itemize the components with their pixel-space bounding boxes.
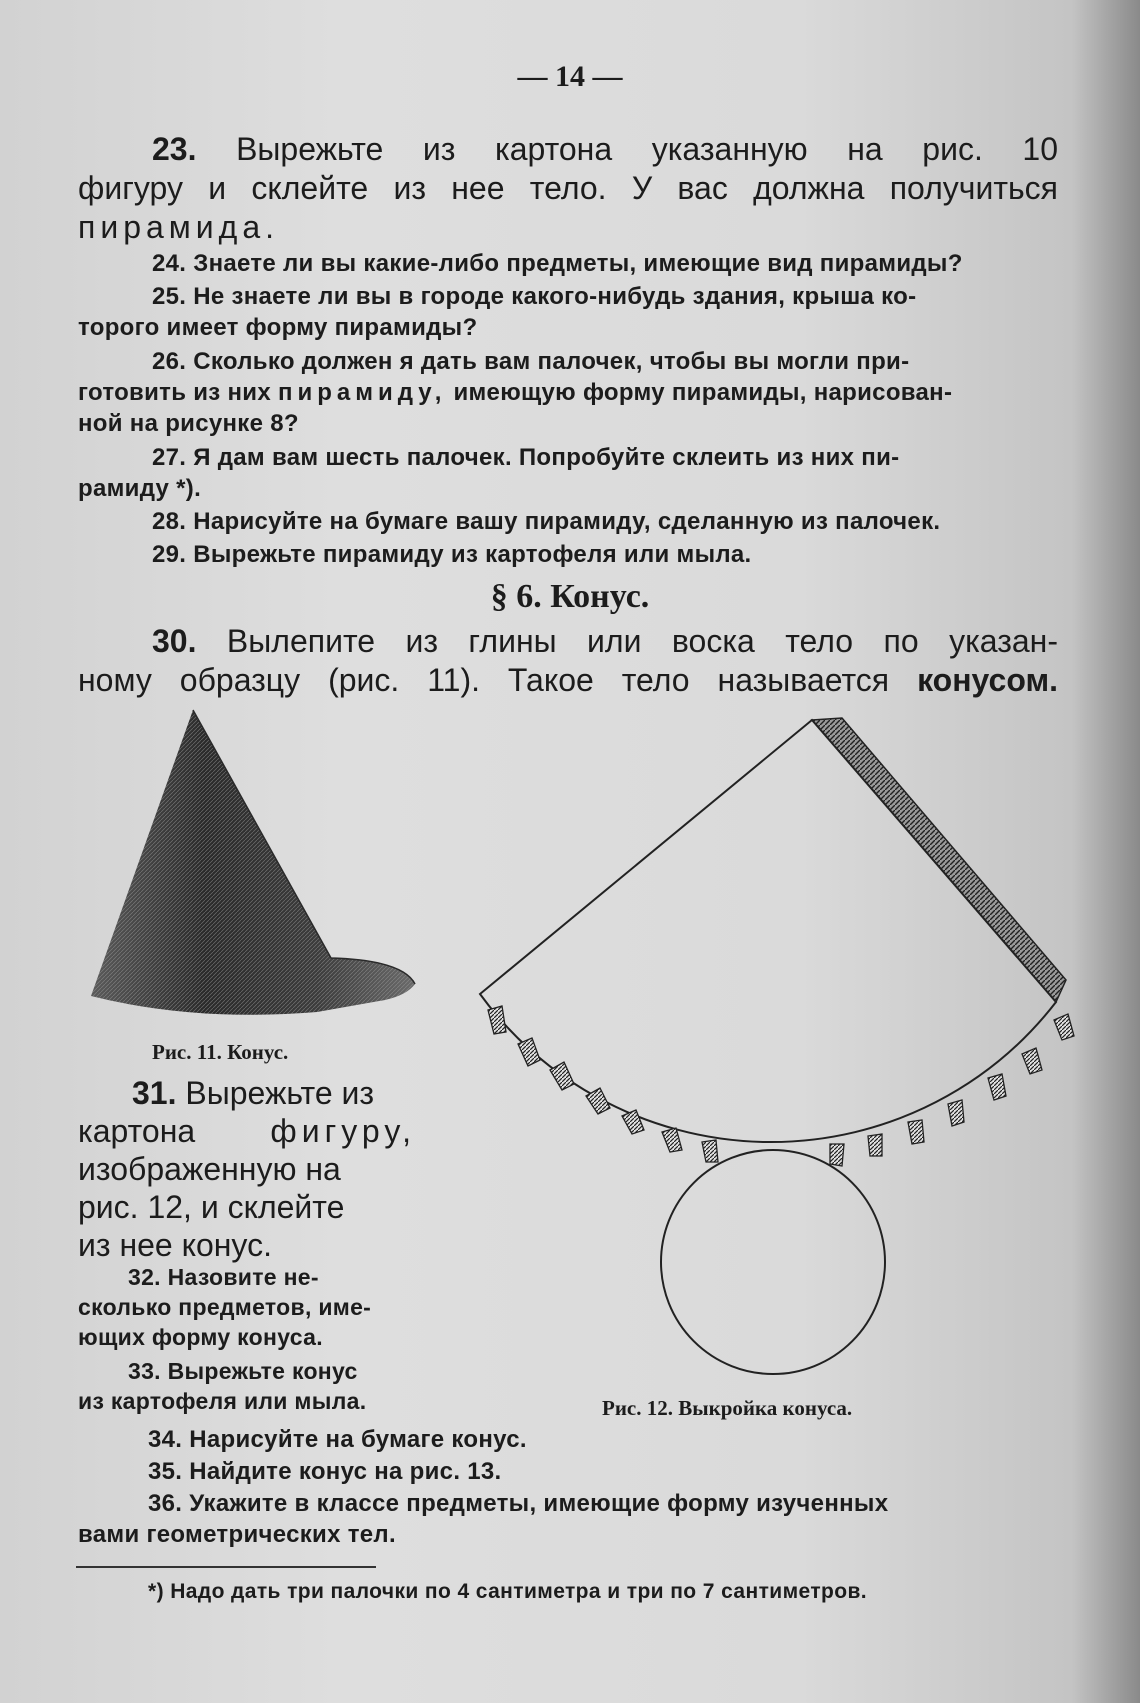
term-cone: конусом. [917, 662, 1059, 698]
cone-net-diagram [470, 710, 1130, 1400]
footnote-divider [76, 1566, 376, 1568]
exercise-text: Нарисуйте на бумаге вашу пирамиду, сделанную из палочек. [193, 508, 941, 535]
exercise-text: ной на рисунке 8? [78, 410, 299, 437]
exercise-text: вами геометрических тел. [78, 1521, 396, 1548]
exercise-number: 23. [152, 131, 197, 167]
exercise-number: 35. [148, 1458, 183, 1485]
exercise-number: 24. [152, 250, 187, 277]
exercise-text: Нарисуйте на бумаге конус. [189, 1426, 527, 1453]
exercise-number: 36. [148, 1490, 183, 1517]
exercise-text: Я дам вам шесть палочек. Попробуйте склеить из них пи- [193, 444, 900, 471]
exercise-text: Найдите конус на рис. 13. [189, 1458, 502, 1485]
exercise-text: Вырежьте пирамиду из картофеля или мыла. [193, 541, 752, 568]
exercise-27 [78, 442, 1058, 473]
exercise-text: изображенную на [78, 1151, 341, 1187]
exercise-text: Не знаете ли вы в городе какого-нибудь здания, крыша ко- [193, 283, 917, 310]
exercise-text: ному образцу (рис. 11). Такое тело называется [78, 662, 890, 698]
exercise-text: рамиду *). [78, 475, 202, 502]
exercise-text: Вырежьте из [185, 1075, 375, 1111]
exercise-number: 29. [152, 541, 187, 568]
exercise-text: Сколько должен я дать вам палочек, чтобы вы могли при- [193, 348, 910, 375]
exercise-text: Вырежьте из картона указанную на рис. 10 [236, 131, 1059, 167]
exercise-number: 32. [128, 1264, 161, 1290]
exercise-text: из картофеля или мыла. [78, 1388, 367, 1414]
exercise-text: Укажите в классе предметы, имеющие форму изученных [189, 1490, 889, 1517]
exercise-number: 28. [152, 508, 187, 535]
exercise-number: 30. [152, 623, 197, 659]
footnote: *) Надо дать три палочки по 4 сантиметра и три по 7 сантиметров. [148, 1580, 867, 1603]
exercise-text: Знаете ли вы какие-либо предметы, имеющие вид пирамиды? [193, 250, 963, 277]
cone-illustration [85, 700, 425, 1040]
exercise-25 [78, 281, 1058, 312]
exercise-text: Назовите не- [167, 1264, 319, 1290]
exercise-number: 26. [152, 348, 187, 375]
page-number: — 14 — [517, 60, 623, 93]
exercise-24 [78, 248, 1058, 279]
exercise-number: 27. [152, 444, 187, 471]
exercise-text: Вылепите из глины или воска тело по указан- [226, 623, 1059, 659]
exercises-24-29 [78, 248, 1058, 570]
exercise-31 [78, 1074, 416, 1264]
exercise-29 [78, 539, 1058, 570]
exercise-text: ющих форму конуса. [78, 1324, 323, 1350]
exercise-text: торого имеет форму пирамиды? [78, 314, 478, 341]
figure-12-caption: Рис. 12. Выкройка конуса. [602, 1396, 853, 1420]
exercise-number: 34. [148, 1426, 183, 1453]
exercise-number: 31. [132, 1075, 177, 1111]
figure-11-caption: Рис. 11. Конус. [152, 1040, 289, 1064]
exercise-text: имеющую форму пирамиды, нарисован- [453, 379, 953, 406]
exercises-32-33 [78, 1262, 416, 1416]
term-pyramid: пирамида. [78, 209, 280, 245]
exercise-text: картона [78, 1113, 196, 1149]
exercise-text: фигуру и склейте из нее тело. У вас должна получиться [78, 170, 1058, 206]
exercise-number: 25. [152, 283, 187, 310]
exercise-23 [78, 130, 1058, 247]
exercise-text: рис. 12, и склейте [78, 1189, 345, 1225]
exercise-text: готовить из них [78, 379, 271, 406]
exercise-text: сколько предметов, име- [78, 1294, 372, 1320]
exercise-number: 33. [128, 1358, 161, 1384]
term-pyramid: пирамиду, [277, 379, 447, 406]
exercise-text: из нее конус. [78, 1227, 272, 1263]
exercise-28 [78, 506, 1058, 537]
exercise-text: Вырежьте конус [167, 1358, 358, 1384]
exercise-30 [78, 622, 1058, 700]
exercises-34-36 [78, 1424, 1058, 1550]
exercise-26 [78, 346, 1058, 377]
term-figure: фигуру, [270, 1113, 416, 1149]
section-heading: § 6. Конус. [490, 578, 650, 615]
